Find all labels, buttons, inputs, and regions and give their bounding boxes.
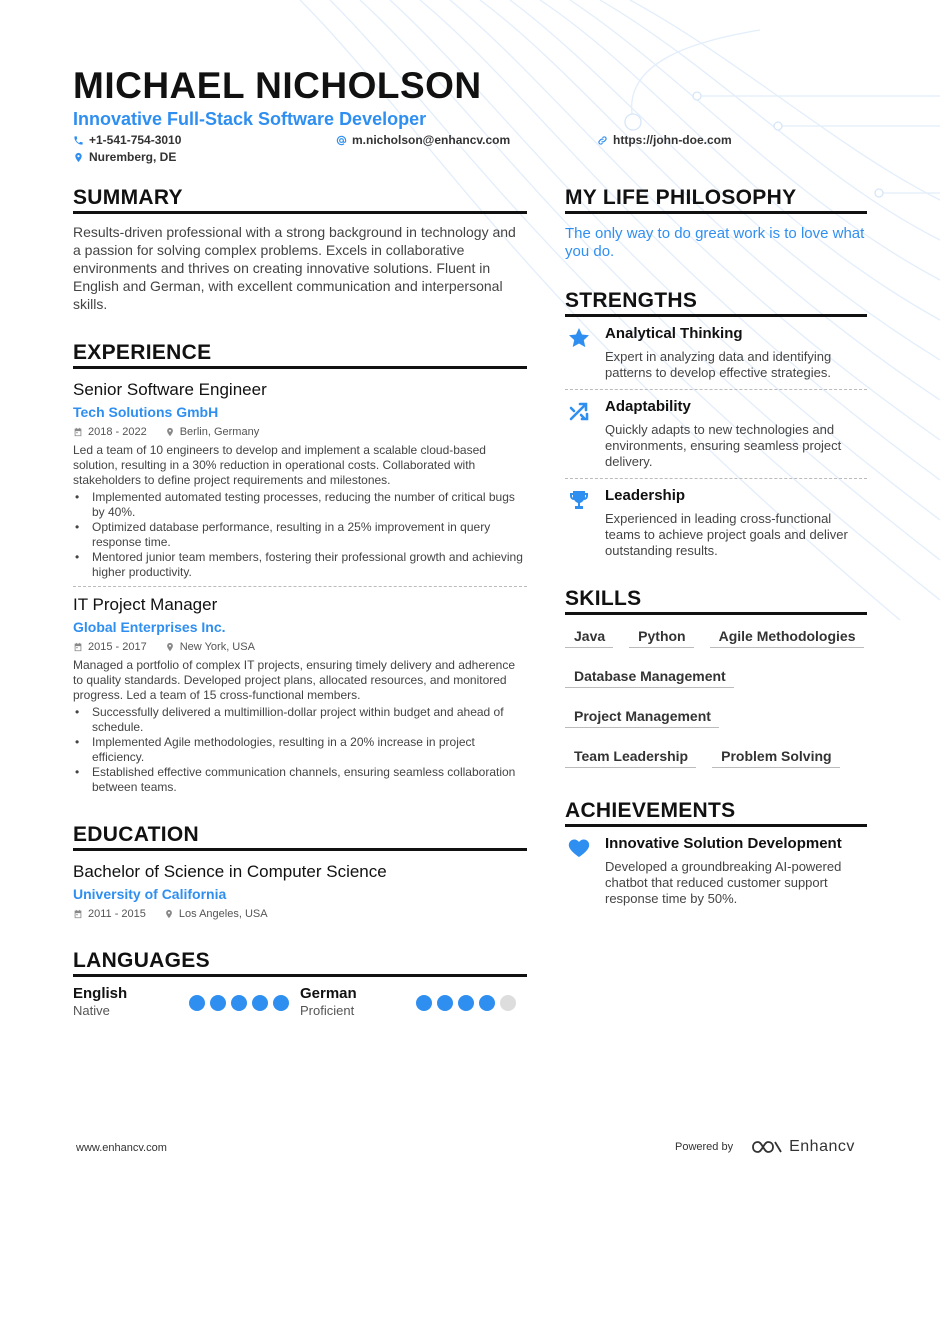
experience-bullet: • Mentored junior team members, fostering their professional growth and achieving higher productivity. bbox=[73, 550, 527, 580]
strength-item bbox=[565, 389, 867, 478]
languages-section bbox=[73, 949, 527, 1019]
experience-bullet: • Implemented Agile methodologies, resulting in a 20% increase in project efficiency. bbox=[73, 735, 527, 765]
right-column bbox=[565, 186, 867, 915]
summary-text: Results-driven professional with a strong background in technology and a passion for solving complex problems. Excels in collaborative environments and thrives on creating innovative solutions. Fluent in English and German, with excellent communication and interpersonal skills. bbox=[73, 224, 516, 312]
experience-meta bbox=[73, 640, 527, 654]
enhancv-logo-text: Enhancv bbox=[789, 1138, 855, 1155]
contact-website[interactable] bbox=[597, 133, 732, 147]
footer-powered-by bbox=[675, 1138, 855, 1156]
calendar-icon bbox=[73, 642, 83, 652]
experience-bullet: • Implemented automated testing processes, reducing the number of critical bugs by 40%. bbox=[73, 490, 527, 520]
experience-bullets bbox=[73, 705, 527, 795]
enhancv-logo[interactable] bbox=[751, 1138, 855, 1156]
rating-dot-filled bbox=[210, 995, 226, 1011]
summary-section bbox=[73, 186, 527, 313]
skill-tag: Project Management bbox=[565, 708, 719, 728]
achievement-title: Innovative Solution Development bbox=[605, 835, 842, 852]
languages-heading: LANGUAGES bbox=[73, 949, 527, 977]
strength-description: Expert in analyzing data and identifying patterns to develop effective strategies. bbox=[605, 349, 832, 380]
link-icon bbox=[597, 135, 608, 146]
language-rating bbox=[189, 995, 289, 1019]
achievement-description: Developed a groundbreaking AI-powered chatbot that reduced customer support response time by 50%. bbox=[605, 859, 842, 906]
experience-section bbox=[73, 341, 527, 795]
strength-title: Adaptability bbox=[605, 398, 691, 415]
philosophy-heading: MY LIFE PHILOSOPHY bbox=[565, 186, 867, 214]
star-icon bbox=[567, 326, 591, 350]
rating-dot-filled bbox=[252, 995, 268, 1011]
experience-role: Senior Software Engineer bbox=[73, 380, 267, 399]
skill-tag: Problem Solving bbox=[712, 748, 839, 768]
skill-tag: Python bbox=[629, 628, 693, 648]
language-level: Native bbox=[73, 1003, 110, 1018]
contact-location bbox=[73, 150, 176, 164]
education-degree: Bachelor of Science in Computer Science bbox=[73, 862, 387, 881]
experience-dates: 2015 - 2017 bbox=[88, 641, 147, 653]
experience-dates: 2018 - 2022 bbox=[88, 426, 147, 438]
strength-description: Experienced in leading cross-functional teams to achieve project goals and deliver outstanding results. bbox=[605, 511, 848, 558]
skill-tag: Team Leadership bbox=[565, 748, 696, 768]
rating-dot-filled bbox=[458, 995, 474, 1011]
education-dates: 2011 - 2015 bbox=[88, 908, 146, 920]
experience-bullet: • Optimized database performance, resulting in a 25% improvement in query response time. bbox=[73, 520, 527, 550]
language-level: Proficient bbox=[300, 1003, 355, 1018]
experience-item bbox=[73, 379, 527, 580]
education-meta bbox=[73, 907, 527, 921]
languages-list bbox=[73, 985, 527, 1019]
language-rating bbox=[416, 995, 516, 1019]
language-name: English bbox=[73, 985, 128, 1002]
experience-location: New York, USA bbox=[179, 641, 255, 653]
skills-heading: SKILLS bbox=[565, 587, 867, 615]
contact-phone[interactable] bbox=[73, 133, 181, 147]
strengths-heading: STRENGTHS bbox=[565, 289, 867, 317]
experience-bullet: • Established effective communication channels, ensuring seamless collaboration between teams. bbox=[73, 765, 527, 795]
rating-dot-filled bbox=[479, 995, 495, 1011]
footer-site-link[interactable]: www.enhancv.com bbox=[76, 1142, 167, 1154]
experience-heading: EXPERIENCE bbox=[73, 341, 527, 369]
candidate-title: Innovative Full-Stack Software Developer bbox=[73, 109, 427, 129]
strength-title: Analytical Thinking bbox=[605, 325, 743, 342]
experience-role: IT Project Manager bbox=[73, 595, 218, 614]
achievements-heading: ACHIEVEMENTS bbox=[565, 799, 867, 827]
at-icon bbox=[336, 135, 347, 146]
calendar-icon bbox=[73, 909, 83, 919]
contact-phone-text: +1-541-754-3010 bbox=[89, 133, 182, 147]
language-item bbox=[73, 985, 300, 1019]
strengths-section bbox=[565, 289, 867, 567]
location-pin-icon bbox=[165, 642, 175, 652]
philosophy-section bbox=[565, 186, 867, 261]
experience-bullets bbox=[73, 490, 527, 580]
language-item bbox=[300, 985, 527, 1019]
rating-dot-filled bbox=[273, 995, 289, 1011]
skill-tag: Agile Methodologies bbox=[710, 628, 864, 648]
phone-icon bbox=[73, 135, 84, 146]
strength-description: Quickly adapts to new technologies and environments, ensuring seamless project delivery. bbox=[605, 422, 842, 469]
language-name: German bbox=[300, 985, 357, 1002]
philosophy-quote: The only way to do great work is to love what you do. bbox=[565, 225, 865, 260]
contact-website-text: https://john-doe.com bbox=[613, 133, 732, 147]
rating-dot-filled bbox=[189, 995, 205, 1011]
strength-title: Leadership bbox=[605, 487, 686, 504]
location-pin-icon bbox=[164, 909, 174, 919]
heart-icon bbox=[567, 836, 591, 860]
strength-item bbox=[565, 478, 867, 567]
contact-email-text: m.nicholson@enhancv.com bbox=[352, 133, 511, 147]
strength-item bbox=[565, 317, 867, 389]
experience-company: Tech Solutions GmbH bbox=[73, 404, 219, 420]
shuffle-icon bbox=[567, 399, 591, 423]
education-section bbox=[73, 823, 527, 921]
experience-company: Global Enterprises Inc. bbox=[73, 619, 226, 635]
skill-tag: Database Management bbox=[565, 668, 734, 688]
experience-location: Berlin, Germany bbox=[179, 426, 260, 438]
rating-dot-filled bbox=[416, 995, 432, 1011]
enhancv-logo-icon bbox=[751, 1139, 783, 1155]
rating-dot-empty bbox=[500, 995, 516, 1011]
experience-description: Led a team of 10 engineers to develop and implement a scalable cloud-based solution, resulting in a 30% reduction in operational costs. Collaborated with stakeholders to define project requirements and milestones. bbox=[73, 443, 486, 487]
candidate-name: MICHAEL NICHOLSON bbox=[73, 65, 482, 106]
skill-tag: Java bbox=[565, 628, 613, 648]
trophy-icon bbox=[567, 488, 591, 512]
achievement-item bbox=[565, 827, 867, 915]
rating-dot-filled bbox=[231, 995, 247, 1011]
left-column bbox=[73, 186, 527, 1019]
location-pin-icon bbox=[73, 152, 84, 163]
powered-by-label: Powered by bbox=[675, 1141, 734, 1153]
experience-meta bbox=[73, 425, 527, 439]
experience-divider bbox=[73, 586, 527, 587]
calendar-icon bbox=[73, 427, 83, 437]
contact-email[interactable] bbox=[336, 133, 510, 147]
experience-item bbox=[73, 594, 527, 795]
rating-dot-filled bbox=[437, 995, 453, 1011]
summary-heading: SUMMARY bbox=[73, 186, 527, 214]
education-school: University of California bbox=[73, 886, 227, 902]
education-location: Los Angeles, USA bbox=[178, 908, 268, 920]
skills-list bbox=[565, 628, 867, 768]
education-heading: EDUCATION bbox=[73, 823, 527, 851]
achievements-section bbox=[565, 799, 867, 915]
location-pin-icon bbox=[165, 427, 175, 437]
experience-description: Managed a portfolio of complex IT projects, ensuring timely delivery and adherence to quality standards. Developed project plans, allocated resources, and monitored progress. Led a team of 15 cross-functional members. bbox=[73, 658, 516, 702]
contact-location-text: Nuremberg, DE bbox=[89, 150, 177, 164]
experience-bullet: • Successfully delivered a multimillion-dollar project within budget and ahead of schedule. bbox=[73, 705, 527, 735]
skills-section bbox=[565, 587, 867, 768]
resume-header bbox=[73, 66, 873, 130]
